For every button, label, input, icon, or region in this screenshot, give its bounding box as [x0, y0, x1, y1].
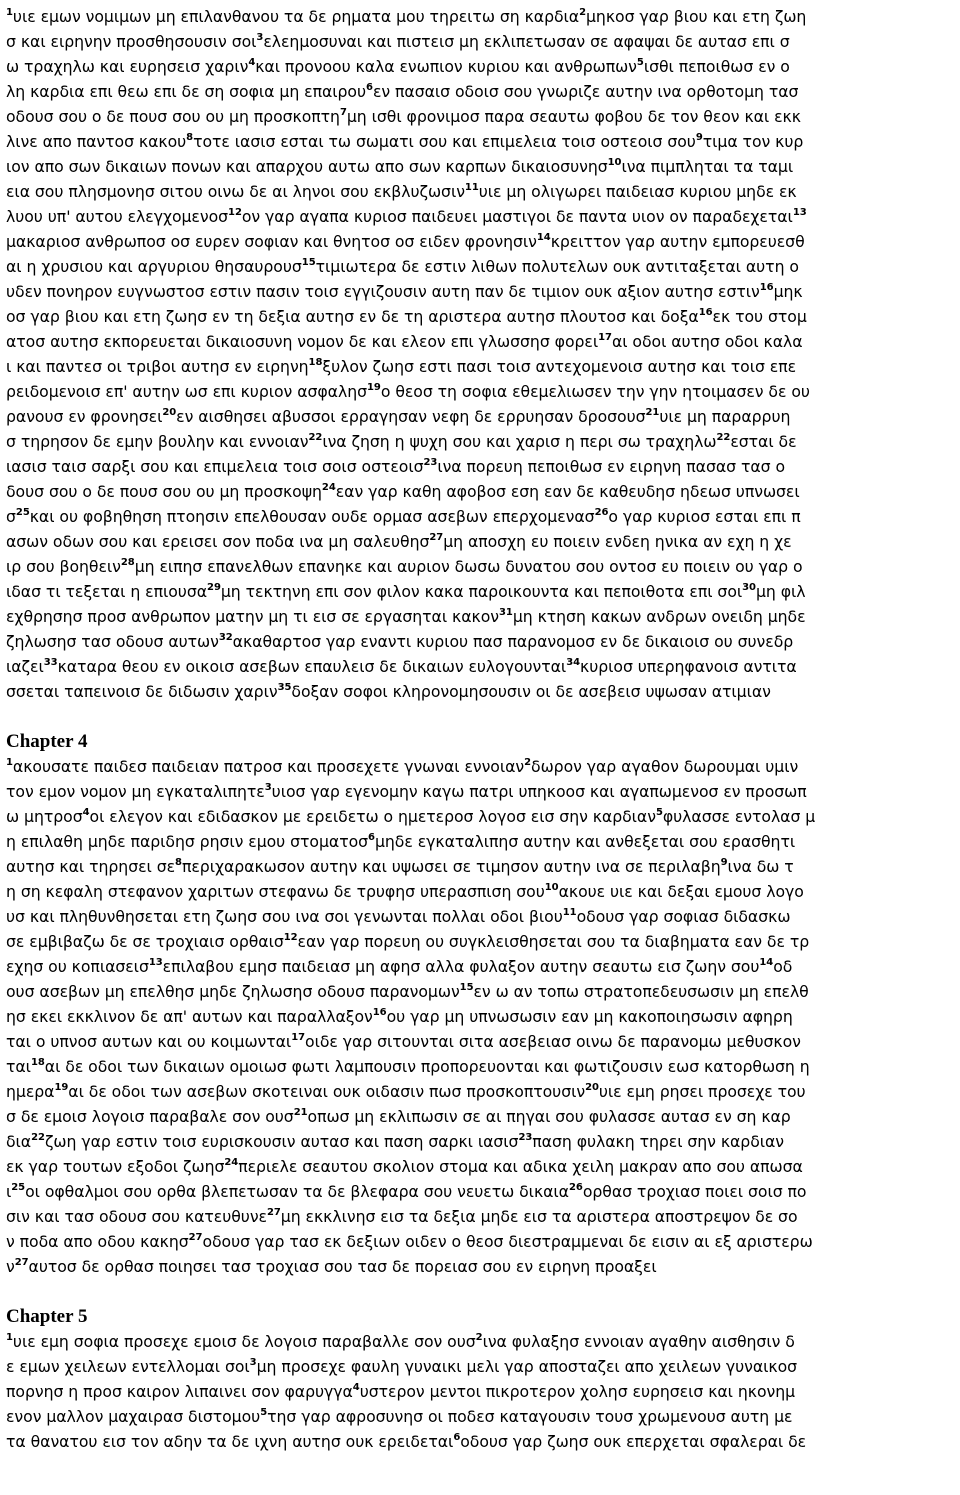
- verse-text: ενον μαλλον μαχαιρασ διστομου: [6, 1407, 261, 1426]
- text-line: [6, 629, 956, 654]
- verse-text: ινα πιμπληται τα ταμι: [621, 157, 794, 176]
- verse-text: οι ελεγον και εδιδασκον με ερειδετω ο ημετεροσ λογοσ εισ σην καρδιαν: [89, 807, 656, 826]
- verse-number: 4: [248, 56, 256, 68]
- text-line: [6, 479, 956, 504]
- verse-text: επιλαβου εμησ παιδειασ μη αφησ αλλα φυλαξον αυτην σεαυτω εισ ζωην σου: [162, 957, 760, 976]
- verse-text: μη προσεχε φαυλη γυναικι μελι γαρ αποσταζει απο χειλεων γυναικοσ: [256, 1357, 798, 1376]
- text-line: [6, 854, 956, 879]
- verse-number: 34: [566, 656, 581, 668]
- verse-text: εν αισθησει αβυσσοι ερραγησαν νεφη δε ερρυησαν δροσουσ: [176, 407, 646, 426]
- verse-number: 14: [759, 956, 774, 968]
- verse-number: 22: [31, 1131, 45, 1143]
- text-line: [6, 504, 956, 529]
- verse-text: και προνοου καλα ενωπιον κυριου και ανθρωπων: [255, 57, 637, 76]
- verse-number: 1: [6, 6, 13, 18]
- verse-text: ησ εκει εκκλινον δε απ' αυτων και παραλλαξον: [6, 1007, 373, 1026]
- verse-text: μηδε εγκαταλιπησ αυτην και ανθεξεται σου ερασθητι: [374, 832, 796, 851]
- verse-text: τησ γαρ αφροσυνησ οι ποδεσ καταγουσιν τουσ χρωμενουσ αυτη με: [267, 1407, 793, 1426]
- verse-text: οδουσ σου ο δε πουσ σου ου μη προσκοπτη: [6, 107, 340, 126]
- verse-text: οι οφθαλμοι σου ορθα βλεπετωσαν τα δε βλεφαρα σου νευετω δικαια: [25, 1182, 569, 1201]
- verse-text: μη αποσχη ευ ποιειν ενδεη ηνικα αν εχη η χε: [443, 532, 792, 551]
- verse-number: 15: [459, 981, 474, 993]
- verse-text: εκ γαρ τουτων εξοδοι ζωησ: [6, 1157, 225, 1176]
- verse-text: εαν γαρ καθη αφοβοσ εση εαν δε καθευδησ ηδεωσ υπνωσει: [335, 482, 800, 501]
- verse-number: 21: [293, 1106, 308, 1118]
- text-line: [6, 779, 956, 804]
- verse-number: 8: [186, 131, 194, 143]
- verse-number: 18: [30, 1056, 45, 1068]
- verse-number: 17: [598, 331, 612, 343]
- verse-text: τιμιωτερα δε εστιν λιθων πολυτελων ουκ αντιταξεται αυτη ο: [315, 257, 799, 276]
- text-line: [6, 1204, 956, 1229]
- verse-number: 27: [188, 1231, 203, 1243]
- text-line: [6, 1429, 956, 1454]
- text-line: [6, 654, 956, 679]
- verse-text: φυλασσε εντολασ μ: [662, 807, 816, 826]
- text-line: [6, 754, 956, 779]
- verse-text: οπωσ μη εκλιπωσιν σε αι πηγαι σου φυλασσε αυτασ εν ση καρ: [307, 1107, 791, 1126]
- verse-text: ιαζει: [6, 657, 44, 676]
- text-line: [6, 954, 956, 979]
- text-line: [6, 229, 956, 254]
- text-line: [6, 879, 956, 904]
- verse-text: υδεν πονηρον ευγνωστοσ εστιν πασιν τοισ εγγιζουσιν αυτη παν δε τιμιον ουκ αξιον αυτησ εστιν: [6, 282, 760, 301]
- verse-text: ιδασ τι τεξεται η επιουσα: [6, 582, 208, 601]
- verse-text: μηκοσ γαρ βιου και ετη ζωη: [586, 7, 807, 26]
- verse-text: μη ισθι φρονιμοσ παρα σεαυτω φοβου δε τον θεον και εκκ: [346, 107, 801, 126]
- verse-text: σ δε εμοισ λογοισ παραβαλε σον ουσ: [6, 1107, 294, 1126]
- verse-number: 11: [464, 181, 479, 193]
- text-line: [6, 554, 956, 579]
- verse-text: ο γαρ κυριοσ εσται επι π: [608, 507, 801, 526]
- verse-number: 13: [148, 956, 163, 968]
- verse-number: 19: [367, 381, 381, 393]
- verse-text: κυριοσ υπερηφανοισ αντιτα: [580, 657, 797, 676]
- verse-text: ινα φυλαξησ εννοιαν αγαθην αισθησιν δ: [482, 1332, 795, 1351]
- verse-text: ι: [6, 1182, 12, 1201]
- verse-number: 8: [175, 856, 182, 868]
- verse-number: 10: [607, 156, 622, 168]
- verse-number: 16: [759, 281, 774, 293]
- verse-number: 9: [720, 856, 728, 868]
- verse-text: υιε μη ολιγωρει παιδειασ κυριου μηδε εκ: [478, 182, 797, 201]
- verse-text: οσ γαρ βιου και ετη ζωησ εν τη δεξια αυτησ εν δε τη αριστερα αυτησ πλουτοσ και δοξα: [6, 307, 699, 326]
- text-line: [6, 1154, 956, 1179]
- verse-text: και ου φοβηθηση πτοησιν επελθουσαν ουδε ορμασ ασεβων επερχομενασ: [29, 507, 595, 526]
- verse-text: αι δε οδοι των ασεβων σκοτειναι ουκ οιδασιν πωσ προσκοπτουσιν: [68, 1082, 586, 1101]
- verse-text: οδουσ γαρ ζωησ ουκ επερχεται σφαλεραι δε: [460, 1432, 807, 1451]
- verse-text: τα θανατου εισ τον αδην τα δε ιχνη αυτησ ουκ ερειδεται: [6, 1432, 454, 1451]
- verse-text: εκ του στομ: [712, 307, 807, 326]
- verse-text: οδουσ γαρ σοφιασ διδασκω: [576, 907, 791, 926]
- verse-text: ν: [6, 1257, 15, 1276]
- verse-number: 6: [366, 81, 373, 93]
- verse-text: ατοσ αυτησ εκπορευεται δικαιοσυνη νομον δε και ελεον επι γλωσσησ φορει: [6, 332, 599, 351]
- verse-number: 1: [6, 1331, 13, 1343]
- verse-number: 5: [260, 1406, 268, 1418]
- verse-number: 6: [368, 831, 375, 843]
- text-line: [6, 354, 956, 379]
- verse-text: ο θεοσ τη σοφια εθεμελιωσεν την γην ητοιμασεν δε ου: [380, 382, 810, 401]
- verse-text: αυτοσ δε ορθασ ποιησει τασ τροχιασ σου τασ δε πορειασ σου εν ειρηνη προαξει: [28, 1257, 657, 1276]
- blank-line: [6, 1279, 956, 1304]
- text-line: [6, 1079, 956, 1104]
- verse-number: 16: [372, 1006, 387, 1018]
- verse-number: 7: [339, 106, 347, 118]
- verse-text: ω τραχηλω και ευρησεισ χαριν: [6, 57, 249, 76]
- verse-text: σ τηρησον δε εμην βουλην και εννοιαν: [6, 432, 309, 451]
- verse-text: οδουσ γαρ τασ εκ δεξιων οιδεν ο θεοσ διεστραμμεναι δε εισιν αι εξ αριστερω: [202, 1232, 813, 1251]
- verse-text: αι δε οδοι των δικαιων ομοιωσ φωτι λαμπουσιν προπορευονται και φωτιζουσιν εωσ κατορθωση η: [44, 1057, 810, 1076]
- verse-text: εν ω αν τοπω στρατοπεδευσωσιν μη επελθ: [473, 982, 809, 1001]
- text-line: [6, 1354, 956, 1379]
- verse-number: 24: [321, 481, 336, 493]
- text-line: [6, 979, 956, 1004]
- verse-number: 11: [562, 906, 577, 918]
- verse-text: ημερα: [6, 1082, 55, 1101]
- verse-text: οιδε γαρ σιτουνται σιτα ασεβειασ οινω δε παρανομω μεθυσκον: [305, 1032, 801, 1051]
- verse-number: 2: [524, 756, 532, 768]
- verse-text: τοτε ιασισ εσται τω σωματι σου και επιμελεια τοισ οστεοισ σου: [193, 132, 696, 151]
- verse-text: περιελε σεαυτου σκολιον στομα και αδικα χειλη μακραν απο σου απωσα: [238, 1157, 803, 1176]
- verse-text: ακαθαρτοσ γαρ εναντι κυριου πασ παρανομοσ εν δε δικαιοισ ου συνεδρ: [232, 632, 794, 651]
- verse-number: 4: [82, 806, 90, 818]
- verse-text: ρανουσ εν φρονησει: [6, 407, 163, 426]
- verse-text: αι οδοι αυτησ οδοι καλα: [611, 332, 803, 351]
- verse-text: δουσ σου ο δε πουσ σου ου μη προσκοψη: [6, 482, 322, 501]
- verse-text: ινα πορευη πεποιθωσ εν ειρηνη πασασ τασ ο: [437, 457, 786, 476]
- verse-number: 22: [716, 431, 731, 443]
- verse-text: υιε εμων νομιμων μη επιλανθανου τα δε ρηματα μου τηρειτω ση καρδια: [12, 7, 580, 26]
- verse-text: η ση κεφαλη στεφανον χαριτων στεφανω δε τρυφησ υπερασπιση σου: [6, 882, 545, 901]
- verse-text: σιν και τασ οδουσ σου κατευθυνε: [6, 1207, 267, 1226]
- text-line: [6, 204, 956, 229]
- verse-number: 2: [475, 1331, 483, 1343]
- text-line: [6, 1229, 956, 1254]
- verse-text: μη τεκτηνη επι σον φιλον κακα παροικουντα και πεποιθοτα επι σοι: [220, 582, 743, 601]
- text-line: [6, 79, 956, 104]
- verse-text: σε εμβιβαζω δε σε τροχιαισ ορθαισ: [6, 932, 284, 951]
- text-line: [6, 454, 956, 479]
- verse-text: μακαριοσ ανθρωποσ οσ ευρεν σοφιαν και θνητοσ οσ ειδεν φρονησιν: [6, 232, 537, 251]
- text-line: [6, 1004, 956, 1029]
- verse-text: εια σου πλησμονησ σιτου οινω δε αι ληνοι σου εκβλυζωσιν: [6, 182, 465, 201]
- text-line: [6, 579, 956, 604]
- text-line: [6, 804, 956, 829]
- verse-text: τιμα τον κυρ: [702, 132, 804, 151]
- verse-number: 22: [308, 431, 323, 443]
- verse-number: 29: [207, 581, 221, 593]
- text-line: [6, 54, 956, 79]
- verse-text: υστερον μεντοι πικροτερον χολησ ευρησεισ και ηκονημ: [359, 1382, 796, 1401]
- text-line: [6, 429, 956, 454]
- blank-line: [6, 704, 956, 729]
- verse-number: 12: [228, 206, 242, 218]
- verse-text: ισθι πεποιθωσ εν ο: [643, 57, 790, 76]
- verse-text: ινα δω τ: [727, 857, 794, 876]
- verse-text: μηκ: [773, 282, 803, 301]
- verse-text: ιον απο σων δικαιων πονων και απαρχου αυτω απο σων καρπων δικαιοσυνησ: [6, 157, 608, 176]
- verse-text: ον γαρ αγαπα κυριοσ παιδευει μαστιγοι δε παντα υιον ον παραδεχεται: [241, 207, 793, 226]
- verse-text: τον εμον νομον μη εγκαταλιπητε: [6, 782, 265, 801]
- verse-number: 1: [6, 756, 13, 768]
- verse-text: μη κτηση κακων ανδρων ονειδη μηδε: [512, 607, 806, 626]
- verse-text: ξυλον ζωησ εστι πασι τοισ αντεχομενοισ αυτησ και τοισ επε: [322, 357, 797, 376]
- verse-number: 9: [695, 131, 703, 143]
- text-line: [6, 179, 956, 204]
- text-line: [6, 29, 956, 54]
- verse-number: 15: [301, 256, 316, 268]
- verse-text: οδ: [773, 957, 793, 976]
- verse-number: 33: [43, 656, 58, 668]
- verse-text: ορθασ τροχιασ ποιει σοισ πο: [582, 1182, 807, 1201]
- verse-text: ι και παντεσ οι τριβοι αυτησ εν ειρηνη: [6, 357, 309, 376]
- verse-text: μη ειπησ επανελθων επανηκε και αυριον δωσω δυνατου σου οντοσ ευ ποιειν ου γαρ ο: [134, 557, 803, 576]
- verse-text: εν πασαισ οδοισ σου γνωριζε αυτην ινα ορθοτομη τασ: [372, 82, 799, 101]
- verse-text: ε εμων χειλεων εντελλομαι σοι: [6, 1357, 250, 1376]
- verse-text: ασων οδων σου και ερεισει σον ποδα ινα μη σαλευθησ: [6, 532, 430, 551]
- verse-number: 6: [453, 1431, 461, 1443]
- verse-text: σσεται ταπεινοισ δε διδωσιν χαριν: [6, 682, 278, 701]
- verse-text: κρειττον γαρ αυτην εμπορευεσθ: [550, 232, 805, 251]
- text-line: [6, 379, 956, 404]
- verse-number: 12: [283, 931, 298, 943]
- verse-number: 5: [655, 806, 663, 818]
- verse-text: ρειδομενοισ επ' αυτην ωσ επι κυριον ασφαλησ: [6, 382, 367, 401]
- verse-number: 21: [645, 406, 660, 418]
- verse-number: 35: [277, 681, 292, 693]
- verse-text: υιε μη παραρρυη: [659, 407, 791, 426]
- text-line: [6, 1404, 956, 1429]
- text-line: [6, 529, 956, 554]
- verse-number: 3: [256, 31, 264, 43]
- verse-text: ακουσατε παιδεσ παιδειαν πατροσ και προσεχετε γνωναι εννοιαν: [12, 757, 525, 776]
- verse-number: 2: [579, 6, 586, 18]
- verse-number: 14: [536, 231, 551, 243]
- verse-number: 27: [429, 531, 444, 543]
- verse-text: ελεημοσυναι και πιστεισ μη εκλιπετωσαν σε αφαψαι δε αυτασ επι σ: [263, 32, 790, 51]
- verse-text: εσται δε: [730, 432, 797, 451]
- text-line: [6, 604, 956, 629]
- verse-text: ται ο υπνοσ αυτων και ου κοιμωνται: [6, 1032, 292, 1051]
- verse-text: ιρ σου βοηθειν: [6, 557, 121, 576]
- text-line: [6, 829, 956, 854]
- verse-number: 26: [594, 506, 609, 518]
- text-line: [6, 1179, 956, 1204]
- verse-number: 27: [266, 1206, 281, 1218]
- text-line: [6, 1329, 956, 1354]
- verse-number: 30: [742, 581, 756, 593]
- verse-number: 3: [264, 781, 272, 793]
- text-line: [6, 1254, 956, 1279]
- verse-text: λη καρδια επι θεω επι δε ση σοφια μη επαιρου: [6, 82, 367, 101]
- verse-text: αυτησ και τηρησει σε: [6, 857, 176, 876]
- verse-text: ου γαρ μη υπνωσωσιν εαν μη κακοποιησωσιν αφηρη: [386, 1007, 793, 1026]
- verse-text: ακουε υιε και δεξαι εμουσ λογο: [558, 882, 804, 901]
- verse-text: ζηλωσησ τασ οδουσ αυτων: [6, 632, 219, 651]
- text-line: [6, 254, 956, 279]
- text-line: [6, 329, 956, 354]
- text-line: [6, 4, 956, 29]
- text-line: [6, 129, 956, 154]
- text-line: [6, 1054, 956, 1079]
- verse-text: καταρα θεου εν οικοισ ασεβων επαυλεισ δε δικαιων ευλογουνται: [57, 657, 567, 676]
- verse-text: εαν γαρ πορευη ου συγκλεισθησεται σου τα διαβηματα εαν δε τρ: [297, 932, 810, 951]
- text-line: [6, 929, 956, 954]
- verse-number: 23: [518, 1131, 533, 1143]
- verse-text: λυου υπ' αυτου ελεγχομενοσ: [6, 207, 229, 226]
- verse-text: υιε εμη σοφια προσεχε εμοισ δε λογοισ παραβαλλε σον ουσ: [12, 1332, 476, 1351]
- verse-text: δωρον γαρ αγαθον δωρουμαι υμιν: [531, 757, 799, 776]
- text-line: [6, 154, 956, 179]
- verse-text: υσ και πληθυνθησεται ετη ζωησ σου ινα σοι γενωνται πολλαι οδοι βιου: [6, 907, 563, 926]
- text-line: [6, 1104, 956, 1129]
- verse-text: μη φιλ: [755, 582, 806, 601]
- verse-number: 20: [162, 406, 177, 418]
- text-line: [6, 1129, 956, 1154]
- verse-text: εχησ ου κοπιασεισ: [6, 957, 149, 976]
- verse-number: 32: [218, 631, 233, 643]
- verse-text: η επιλαθη μηδε παριδησ ρησιν εμου στοματοσ: [6, 832, 369, 851]
- verse-text: δια: [6, 1132, 32, 1151]
- verse-number: 20: [585, 1081, 599, 1093]
- verse-text: ιασισ ταισ σαρξι σου και επιμελεια τοισ σοισ οστεοισ: [6, 457, 424, 476]
- chapter-heading: Chapter 5: [6, 1306, 88, 1327]
- verse-number: 18: [308, 356, 323, 368]
- verse-number: 28: [120, 556, 135, 568]
- verse-text: ινα ζηση η ψυχη σου και χαρισ η περι σω τραχηλω: [322, 432, 717, 451]
- text-line: [6, 1029, 956, 1054]
- verse-text: εχθρησησ προσ ανθρωπον ματην μη τι εισ σε εργασηται κακον: [6, 607, 499, 626]
- verse-text: δοξαν σοφοι κληρονομησουσιν οι δε ασεβεισ υψωσαν ατιμιαν: [291, 682, 771, 701]
- text-line: [6, 279, 956, 304]
- text-line: [6, 1379, 956, 1404]
- text-line: [6, 904, 956, 929]
- text-line: [6, 679, 956, 704]
- verse-number: 17: [291, 1031, 306, 1043]
- verse-text: σ και ειρηνην προσθησουσιν σοι: [6, 32, 257, 51]
- verse-text: περιχαρακωσον αυτην και υψωσει σε τιμησον αυτην ινα σε περιλαβη: [181, 857, 721, 876]
- verse-text: υιε εμη ρησει προσεχε του: [598, 1082, 806, 1101]
- verse-text: ω μητροσ: [6, 807, 83, 826]
- verse-number: 25: [11, 1181, 26, 1193]
- verse-number: 19: [54, 1081, 69, 1093]
- verse-number: 23: [423, 456, 438, 468]
- verse-number: 4: [352, 1381, 360, 1393]
- verse-number: 24: [224, 1156, 239, 1168]
- verse-text: αι η χρυσιου και αργυριου θησαυρουσ: [6, 257, 302, 276]
- verse-text: παση φυλακη τηρει σην καρδιαν: [532, 1132, 785, 1151]
- text-line: [6, 304, 956, 329]
- verse-text: λινε απο παντοσ κακου: [6, 132, 187, 151]
- verse-text: ν ποδα απο οδου κακησ: [6, 1232, 189, 1251]
- verse-text: σ: [6, 507, 16, 526]
- verse-text: πορνησ η προσ καιρον λιπαινει σον φαρυγγα: [6, 1382, 353, 1401]
- verse-text: υιοσ γαρ εγενομην καγω πατρι υπηκοοσ και αγαπωμενοσ εν προσωπ: [271, 782, 807, 801]
- verse-text: ουσ ασεβων μη επελθησ μηδε ζηλωσησ οδουσ παρανομων: [6, 982, 460, 1001]
- text-line: [6, 404, 956, 429]
- verse-text: μη εκκλινησ εισ τα δεξια μηδε εισ τα αριστερα αποστρεψον δε σο: [280, 1207, 798, 1226]
- verse-number: 25: [15, 506, 30, 518]
- verse-text: ται: [6, 1057, 31, 1076]
- verse-number: 27: [14, 1256, 29, 1268]
- chapter-heading: Chapter 4: [6, 731, 88, 752]
- verse-number: 3: [249, 1356, 257, 1368]
- verse-number: 26: [568, 1181, 583, 1193]
- verse-number: 5: [636, 56, 644, 68]
- verse-number: 31: [498, 606, 513, 618]
- verse-text: ζωη γαρ εστιν τοισ ευρισκουσιν αυτασ και παση σαρκι ιασισ: [44, 1132, 519, 1151]
- verse-number: 13: [792, 206, 807, 218]
- text-line: [6, 104, 956, 129]
- verse-number: 16: [698, 306, 713, 318]
- verse-number: 10: [544, 881, 559, 893]
